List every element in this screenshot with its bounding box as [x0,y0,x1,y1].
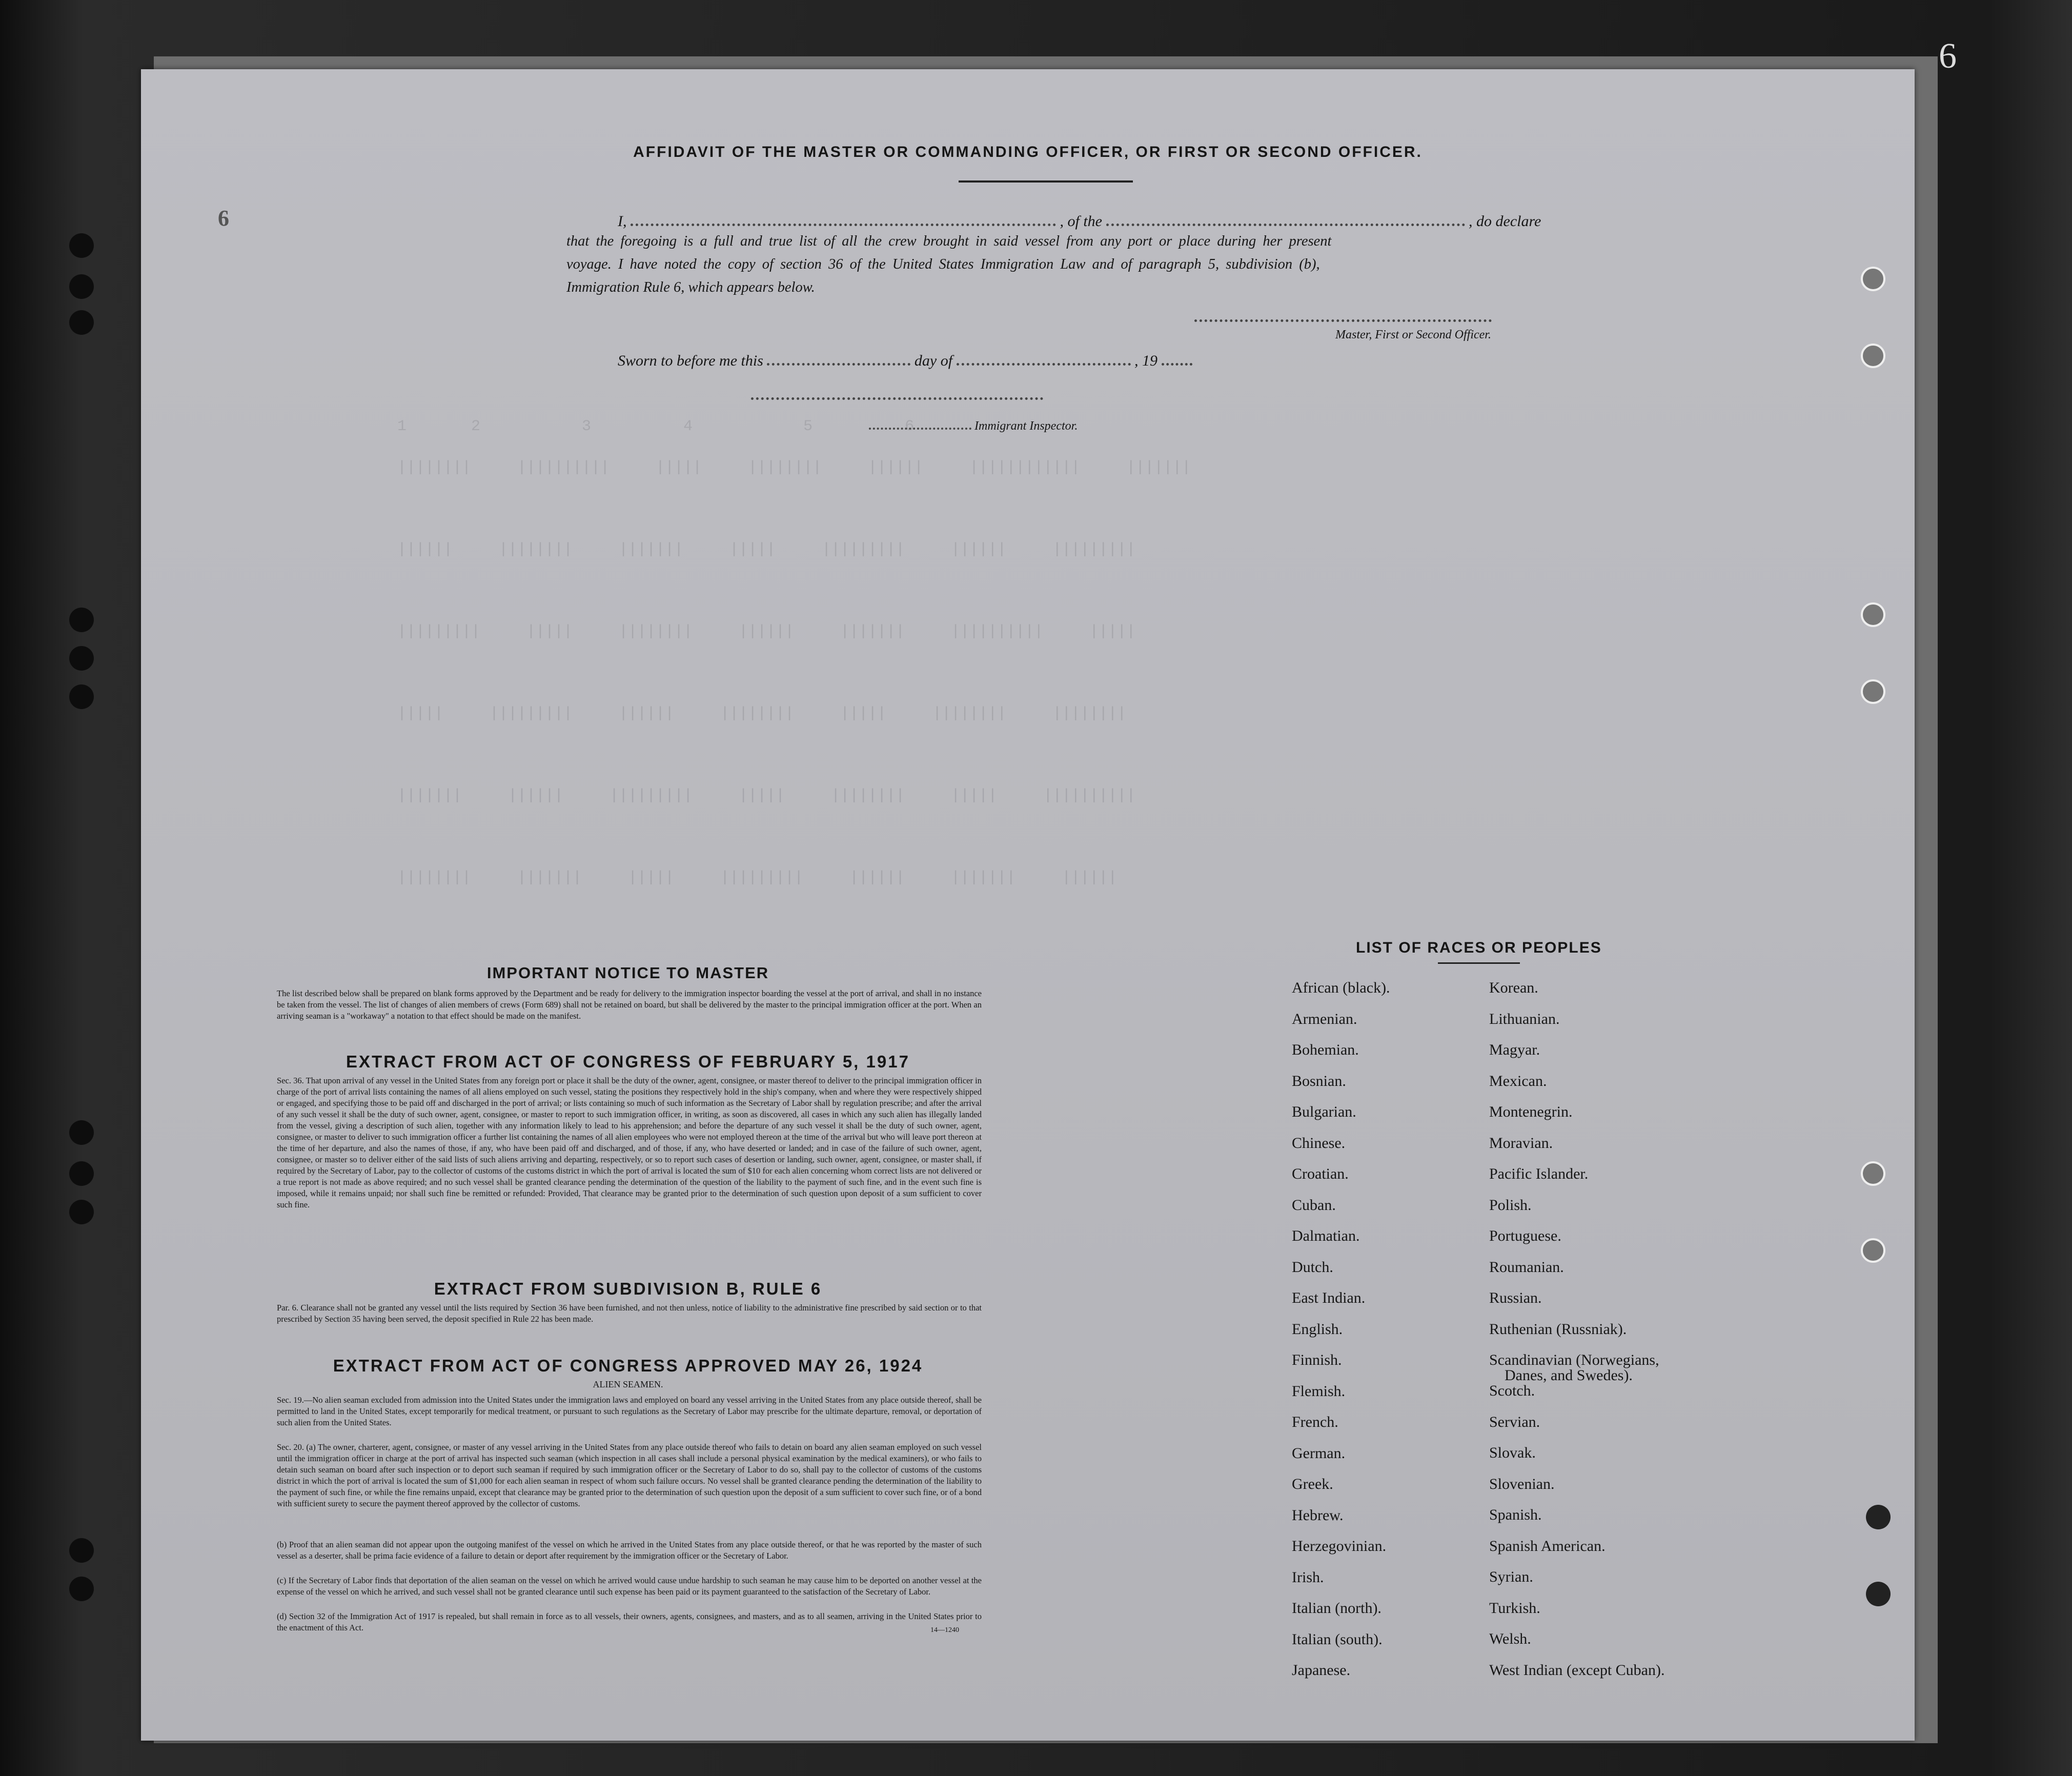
race-item: Danes, and Swedes). [1505,1367,1633,1384]
corner-mark: 6 [1939,36,1957,76]
race-item: German. [1292,1444,1346,1462]
inspector-signature-line [751,397,1043,400]
punch-hole [1866,1505,1891,1529]
affidavit-line-4: Immigration Rule 6, which appears below. [566,279,815,295]
affidavit-title-rule [959,180,1133,183]
race-item: Hebrew. [1292,1506,1344,1524]
signature-line [1194,319,1492,322]
sworn-month-blank [957,350,1131,366]
race-item: Syrian. [1489,1568,1533,1585]
binder-hole [69,608,94,632]
extract-1917-body: Sec. 36. That upon arrival of any vessel in the United States from any foreign port or place it shall be the duty of the owner, agent, consignee, or master thereof to deliver to the principal immigration officer in charge of the port of arrival lists containing the names of all aliens employed on such vessel, stating the positions they respectively hold in the ship's company, when and where they were respectively shipped or engaged, and specifying those to be paid off and discharged in the port of arrival; or lists containing so much of such information as the Secretary of Labor shall by regulation prescribe; and after the arrival of any such vessel it shall be the duty of such owner, agent, consignee, or master to report to such immigration officer, in writing, as soon as discovered, all cases in which any such alien has illegally landed from the vessel, giving a description of such alien, together with any information likely to lead to his apprehension; and before the departure of any such vessel it shall be the duty of such owner, agent, consignee, or master to deliver to such immigration officer a further list containing the names of all alien employees who were not employed thereon at the time of the arrival but who will leave port thereon at the time of her departure, and also the names of those, if any, who have been paid off and discharged, and of those, if any, who have deserted or landed; and in case of the failure of such owner, agent, consignee, or master so to deliver either of the said lists of such aliens arriving and departing, respectively, or so to report such cases of desertion or landing, such owner, agent, consignee, or master shall, if required by the Secretary of Labor, pay to the collector of customs of the customs district in which the port of arrival is located the sum of $10 for each alien concerning whom correct lists are not delivered or a true report is not made as above required; and no such vessel shall be granted clearance pending the determination of the question of the liability to the payment of such fine, and in the event such fine is imposed, while it remains unpaid; nor shall such fine be remitted or refunded: Provided, That clearance may be granted prior to the determination of such question upon deposit of a sum sufficient to cover such fine. [277,1076,982,1209]
extract-1924-sec19: Sec. 19.—No alien seaman excluded from admission into the United States under the immigration laws and employed on board any vessel arriving in the United States from any place outside thereof, shall be permitted to land in the United States, except temporarily for medical treatment, or pursuant to such regulations as the Secretary of Labor may prescribe for the ultimate departure, removal, or deportation of such alien from the United States. [277,1395,982,1427]
margin-mark: 6 [218,206,229,231]
bleed-through-text: 1 2 3 4 5 6 [397,418,915,435]
race-item: Mexican. [1489,1072,1547,1089]
binder-hole [69,684,94,709]
race-item: Scotch. [1489,1382,1535,1399]
race-item: Finnish. [1292,1351,1342,1368]
race-item: Italian (south). [1292,1630,1383,1648]
race-item: Irish. [1292,1568,1324,1586]
race-item: Slovenian. [1489,1475,1555,1492]
race-item: Chinese. [1292,1134,1346,1152]
binder-hole [69,1120,94,1145]
bleed-through-text: |||||| |||||||| ||||||| ||||| ||||||||| |||||| ||||||||| [397,541,1136,558]
binder-hole [69,1161,94,1186]
affidavit-line-1 [618,210,1541,230]
sworn-year-label: , 19 [1134,352,1158,369]
race-item: Ruthenian (Russniak). [1489,1320,1627,1338]
races-title-rule [1438,962,1520,964]
punch-ring [1861,1238,1885,1263]
affidavit-declare: , do declare [1469,213,1541,230]
races-title: LIST OF RACES OR PEOPLES [1356,939,1602,956]
extract-1924-sec20c: (c) If the Secretary of Labor finds that deportation of the alien seaman on the vessel on which he arrived would cause undue hardship to such seaman he may cause him to be deported on another vessel at the expense of the vessel on which he arrived, and such vessel shall not be granted clearance until such expense has been paid or its payment guaranteed to the satisfaction of the Secretary of Labor. [277,1576,982,1597]
affidavit-i: I, [618,213,627,230]
inspector-label: Immigrant Inspector. [974,419,1078,433]
race-item: Servian. [1489,1413,1540,1430]
affidavit-title: AFFIDAVIT OF THE MASTER OR COMMANDING OFFICER, OR FIRST OR SECOND OFFICER. [633,144,1423,160]
extract-1917-title: EXTRACT FROM ACT OF CONGRESS OF FEBRUARY 5, 1917 [346,1052,910,1071]
extract-rule6-title: EXTRACT FROM SUBDIVISION B, RULE 6 [434,1279,822,1298]
race-item: Dutch. [1292,1258,1333,1276]
extract-1924-title: EXTRACT FROM ACT OF CONGRESS APPROVED MAY 26, 1924 [333,1356,923,1375]
race-item: West Indian (except Cuban). [1489,1661,1665,1679]
form-number: 14—1240 [930,1626,959,1634]
inspector-line [869,419,1078,433]
binder-hole [69,1200,94,1224]
binder-hole [69,646,94,671]
punch-ring [1861,344,1885,368]
race-item: Welsh. [1489,1630,1531,1647]
bleed-through-text: ||||||| |||||| ||||||||| ||||| |||||||| ||||| |||||||||| [397,787,1136,804]
race-item: Portuguese. [1489,1227,1561,1244]
race-item: East Indian. [1292,1289,1366,1306]
extract-rule6-body: Par. 6. Clearance shall not be granted any vessel until the lists required by Section 36 have been furnished, and not then unless, notice of liability to the administrative fine prescribed by said section or to that prescribed by Section 35 having been served, the deposit specified in Rule 22 has been made. [277,1303,982,1324]
sworn-day-blank [767,350,910,366]
race-item: African (black). [1292,979,1390,996]
affidavit-line-3: voyage. I have noted the copy of section 36 of the United States Immigration Law and of paragraph 5, subdivision (b), [566,256,1320,272]
binder-hole [69,274,94,299]
race-item: Spanish American. [1489,1537,1606,1555]
race-item: Flemish. [1292,1382,1346,1400]
punch-hole [1866,1582,1891,1606]
signature-label: Master, First or Second Officer. [1335,328,1491,341]
race-item: Italian (north). [1292,1600,1382,1617]
race-item: Magyar. [1489,1041,1540,1058]
race-item: Bohemian. [1292,1041,1359,1058]
extract-1924-sec20b: (b) Proof that an alien seaman did not appear upon the outgoing manifest of the vessel on which he arrived in the United States from any place outside thereof, or that he was reported by the master of such vessel as a deserter, shall be prima facie evidence of a failure to detain or deport after requirement by the immigration officer or the Secretary of Labor. [277,1540,982,1561]
race-item: Spanish. [1489,1506,1542,1523]
race-item: Greek. [1292,1476,1333,1492]
binder-hole [69,1538,94,1563]
race-item: French. [1292,1414,1338,1430]
race-item: Armenian. [1292,1010,1357,1027]
sworn-year-blank [1162,350,1192,366]
race-item: Polish. [1489,1196,1532,1214]
race-item: Roumanian. [1489,1258,1564,1276]
name-blank [631,210,1056,226]
race-item: Turkish. [1489,1599,1540,1617]
sworn-prefix: Sworn to before me this [618,352,763,369]
punch-ring [1861,679,1885,704]
race-item: Lithuanian. [1489,1010,1560,1027]
race-item: Herzegovinian. [1292,1538,1387,1555]
race-item: Montenegrin. [1489,1103,1573,1120]
notice-body: The list described below shall be prepared on blank forms approved by the Department and be ready for delivery to the immigration inspector boarding the vessel at the port of arrival, and shall in no instance be taken from the vessel. The list of changes of alien members of crews (Form 689) shall not be retained on board, but shall be delivered by the master to the principal immigration officer at the port. When an arriving seaman is a "workaway" a notation to that effect should be made on the manifest. [277,988,982,1021]
bleed-through-text: ||||| ||||||||| |||||| |||||||| ||||| |||||||| |||||||| [397,705,1127,722]
race-item: Bulgarian. [1292,1103,1356,1120]
race-item: Korean. [1489,979,1538,996]
race-item: Japanese. [1292,1662,1351,1679]
punch-ring [1861,267,1885,291]
race-item: Scandinavian (Norwegians, [1489,1351,1659,1368]
punch-ring [1861,602,1885,627]
sworn-day-label: day of [914,352,953,369]
race-item: English. [1292,1320,1343,1338]
race-item: Russian. [1489,1289,1542,1306]
race-item: Croatian. [1292,1165,1349,1182]
extract-1924-subtitle: ALIEN SEAMEN. [593,1379,663,1389]
binder-hole [69,1577,94,1601]
race-item: Cuban. [1292,1196,1336,1214]
bleed-through-text: |||||||| |||||||||| ||||| |||||||| |||||| |||||||||||| ||||||| [397,459,1191,476]
extract-1924-sec20a: Sec. 20. (a) The owner, charterer, agent, consignee, or master of any vessel arriving in the United States from any place outside thereof who fails to detain on board any alien seaman employed on such vessel until the immigration officer in charge at the port of arrival has inspected such seaman (which inspection in all cases shall include a personal physical examination by the medical examiners), or who fails to detain such seaman on board after such inspection or to deport such seaman if required by such immigration officer or the Secretary of Labor to do so, shall pay to the collector of customs of the customs district in which the port of arrival is located the sum of $1,000 for each alien seaman in respect of whom such failure occurs. No vessel shall be granted clearance pending the determination of the liability to the payment of such fine, or while the fine remains unpaid, except that clearance may be granted prior to the determination of such question upon the deposit of a sum sufficient to cover such fine, or of a bond with sufficient surety to secure the payment thereof approved by the collector of customs. [277,1442,982,1508]
bleed-through-text: |||||||| ||||||| ||||| ||||||||| |||||| ||||||| |||||| [397,869,1118,886]
race-item: Moravian. [1489,1134,1553,1152]
binder-hole [69,233,94,258]
bleed-through-text: ||||||||| ||||| |||||||| |||||| ||||||| |||||||||| ||||| [397,623,1136,640]
extract-1924-sec20d: (d) Section 32 of the Immigration Act of 1917 is repealed, but shall remain in force as to all vessels, their owners, agents, consignees, and masters, and as to all seamen, arriving in the United States prior to the enactment of this Act. [277,1611,982,1632]
affidavit-line-2: that the foregoing is a full and true list of all the crew brought in said vessel from any port or place during her present [566,233,1332,249]
race-item: Dalmatian. [1292,1227,1360,1244]
manifest-page [141,69,1915,1741]
vessel-blank [1106,210,1465,226]
binder-hole [69,310,94,335]
sworn-line [618,350,1192,370]
notice-title: IMPORTANT NOTICE TO MASTER [486,964,769,982]
affidavit-of-the: , of the [1060,213,1102,230]
race-item: Slovak. [1489,1444,1536,1461]
race-item: Bosnian. [1292,1072,1346,1089]
race-item: Pacific Islander. [1489,1165,1589,1182]
punch-ring [1861,1161,1885,1186]
inspector-blank [869,419,971,430]
